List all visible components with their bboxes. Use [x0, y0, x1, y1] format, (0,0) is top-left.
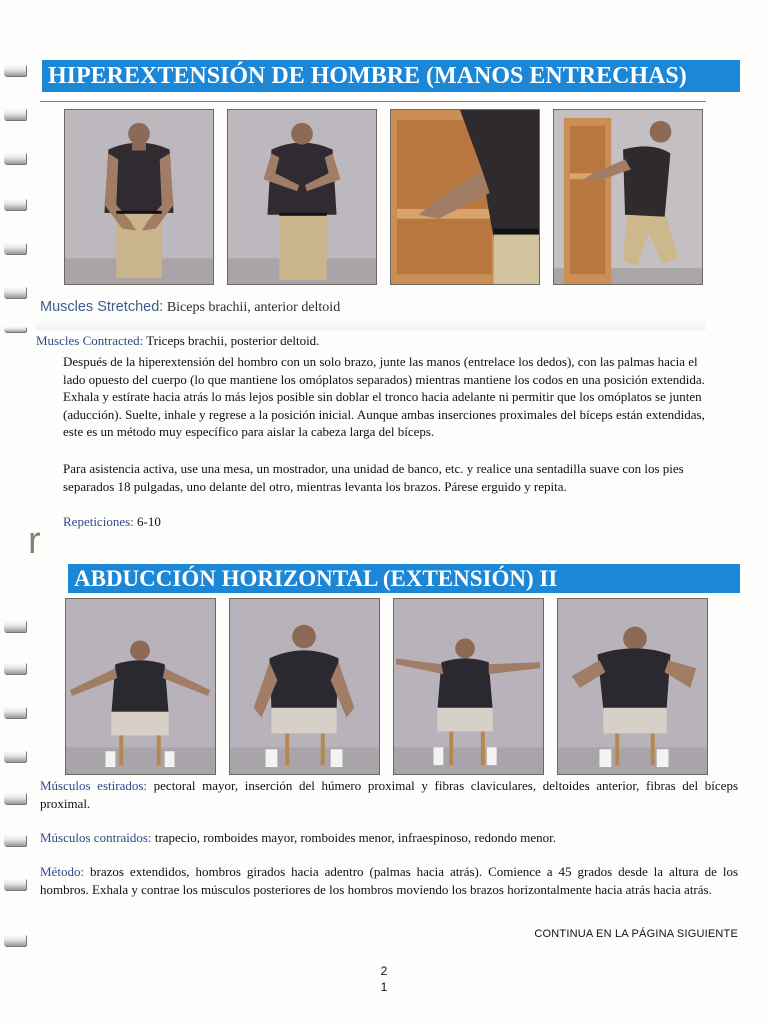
- binder-ring: [4, 620, 26, 632]
- binder-ring: [4, 792, 26, 804]
- contracted-label: Músculos contraidos:: [40, 830, 152, 845]
- binder-ring: [4, 198, 26, 210]
- exercise-photo-seated-arms-out: [65, 598, 216, 775]
- muscles-stretched-value: Biceps brachii, anterior deltoid: [166, 300, 341, 315]
- stretched-value: pectoral mayor, inserción del húmero proximal y fibras claviculares, deltoides anterior, fibras del bíceps proximal.: [40, 778, 739, 811]
- exercise-photo-back-arms-raised: [227, 109, 377, 285]
- binder-ring: [4, 286, 26, 298]
- binder-ring: [4, 152, 26, 164]
- section2-contracted: [40, 829, 738, 847]
- repetitions-label: Repeticiones:: [63, 514, 134, 529]
- stray-mark: r: [28, 520, 41, 562]
- binder-ring: [4, 64, 26, 76]
- page-number-digit: 2: [380, 964, 388, 978]
- section1-photo-strip: [64, 109, 703, 285]
- section1-description-1: Después de la hiperextensión del hombro con un solo brazo, junte las manos (entrelace los dedos), con las palmas hacia el lado opuesto del cuerpo (lo que mantiene los omóplatos separados) mientras mantiene los codos en una posición extendida. Exhala y estírate hacia atrás lo más lejos posible sin doblar el tronco hacia adelante ni permitir que los omóplatos se junten (aducción). Suelte, inhale y regrese a la posición inicial. Aunque ambas inserciones proximales del bíceps están extendidas, este es un método muy específico para aislar la cabeza larga del bíceps.: [63, 354, 705, 439]
- binder-ring: [4, 662, 26, 674]
- section2-photo-strip: [65, 598, 708, 775]
- page-number-digit: 1: [380, 980, 388, 994]
- binder-ring: [4, 108, 26, 120]
- muscles-contracted-line: [36, 332, 716, 349]
- binder-ring: [4, 242, 26, 254]
- exercise-photo-side-lean: [553, 109, 703, 285]
- method-label: Método:: [40, 864, 85, 879]
- repetitions-value: 6-10: [137, 514, 161, 529]
- repetitions-line: [63, 513, 161, 530]
- binder-ring: [4, 326, 26, 332]
- muscles-stretched-caption: [40, 299, 340, 316]
- binder-rings: [4, 0, 30, 1024]
- exercise-photo-seated-arms-level: [393, 598, 544, 775]
- binder-ring: [4, 834, 26, 846]
- method-value: brazos extendidos, hombros girados hacia adentro (palmas hacia atrás). Comience a 45 grados desde la altura de los hombros. Exhala y contrae los músculos posteriores de los hombros moviendo los brazos horizontalmente hacia atrás hacia atrás.: [40, 864, 738, 897]
- contracted-value: trapecio, romboides mayor, romboides menor, infraespinoso, redondo menor.: [154, 830, 556, 845]
- continue-note: CONTINUA EN LA PÁGINA SIGUIENTE: [534, 928, 738, 940]
- muscles-contracted-value: Triceps brachii, posterior deltoid.: [146, 333, 320, 348]
- binder-ring: [4, 934, 26, 946]
- muscles-stretched-label: Muscles Stretched:: [40, 299, 164, 315]
- scan-edge: [36, 320, 706, 330]
- exercise-photo-seated-arms-down: [229, 598, 380, 775]
- binder-ring: [4, 878, 26, 890]
- title-underline: [40, 101, 706, 102]
- exercise-photo-seated-arms-back: [557, 598, 708, 775]
- stretched-label: Músculos estirados:: [40, 778, 148, 793]
- muscles-contracted-label: Muscles Contracted:: [36, 333, 144, 348]
- section1-description-2: Para asistencia activa, use una mesa, un mostrador, una unidad de banco, etc. y realice una sentadilla suave con los pies separados 18 pulgadas, uno delante del otro, mientras levanta los brazos. Párese erguido y repita.: [63, 461, 684, 494]
- section2-stretched: [40, 777, 738, 812]
- binder-ring: [4, 750, 26, 762]
- exercise-photo-hand-on-shelf: [390, 109, 540, 285]
- exercise-photo-back-hands-clasped: [64, 109, 214, 285]
- section2-title: ABDUCCIÓN HORIZONTAL (EXTENSIÓN) II: [68, 564, 740, 593]
- section2-method: [40, 863, 738, 898]
- binder-ring: [4, 706, 26, 718]
- section1-title: HIPEREXTENSIÓN DE HOMBRE (MANOS ENTRECHAS): [42, 60, 740, 92]
